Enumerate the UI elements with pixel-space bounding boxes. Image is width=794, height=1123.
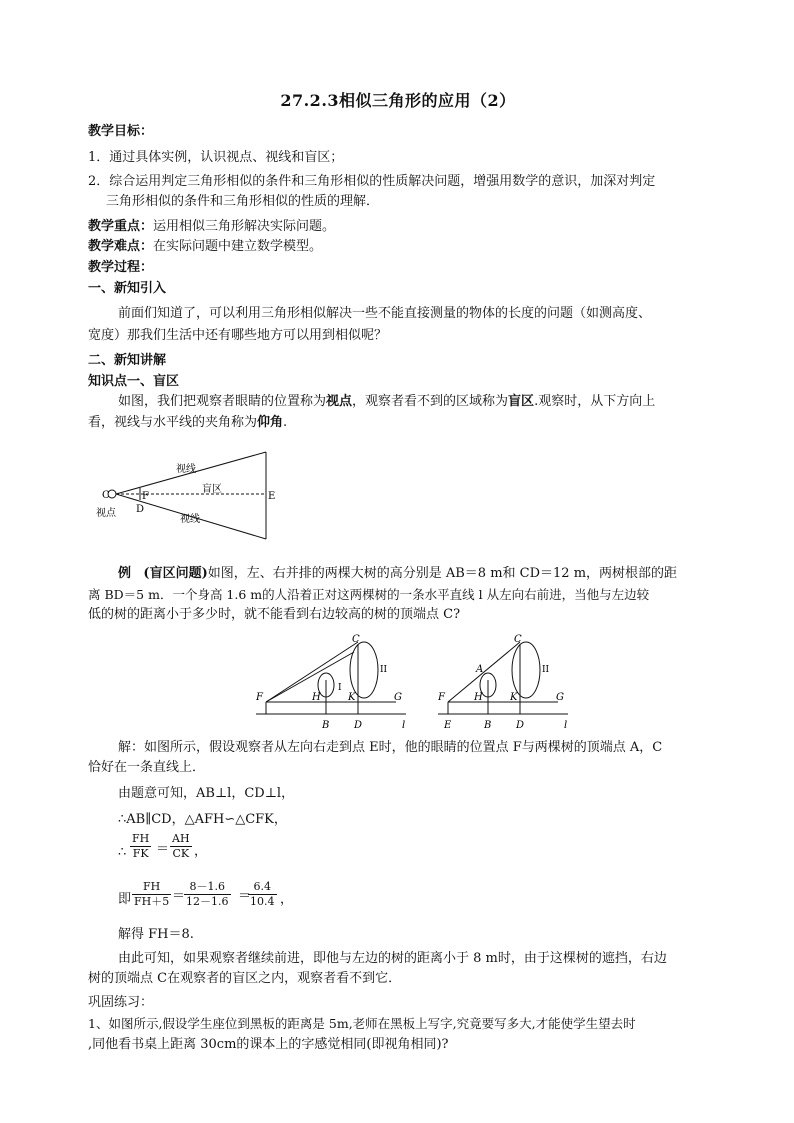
point1-heading: 知识点一、盲区 xyxy=(88,374,180,389)
objective-1: 1．通过具体实例，认识视点、视线和盲区； xyxy=(88,150,344,165)
example-line2: 离 BD＝5 m．一个身高 1.6 m的人沿着正对这两棵树的一条水平直线 l 从左向右前进，当他与左边较 xyxy=(88,587,650,602)
fig2-tree-ii: II xyxy=(380,665,388,675)
trees-figure-right xyxy=(438,630,578,730)
equation-fraction-3: $\frac{6.4}{10.4}$ xyxy=(250,880,275,908)
fig3-point-f: F xyxy=(438,692,445,703)
focus-line xyxy=(88,217,335,237)
focus-text: 运用相似三角形解决实际问题。 xyxy=(153,219,336,234)
equation-fraction-1: $\frac{FH}{FH+5}$ xyxy=(134,880,170,908)
solution-line4: ∴AB∥CD，△AFH∽△CFK， xyxy=(118,812,287,827)
fig2-point-g: G xyxy=(394,692,402,703)
equation-end: ， xyxy=(280,892,294,907)
example-line3: 低的树的距离小于多少时，就不能看到右边较高的树的顶端点 C? xyxy=(88,607,461,622)
ratio-end: ， xyxy=(194,844,208,859)
ratio-therefore: ∴ xyxy=(118,845,127,860)
sightline-bottom-label: 视线 xyxy=(180,514,200,525)
practice-line2: ,同他看书桌上距离 30cm的课本上的字感觉相同(即视角相同)? xyxy=(88,1037,449,1052)
fig3-point-k: K xyxy=(510,692,518,703)
fig3-point-e: E xyxy=(444,720,452,730)
solution-line1: 解：如图所示，假设观察者从左向右走到点 E时，他的眼睛的位置点 F与两棵树的顶端点 A，C xyxy=(118,740,663,755)
conclusion-line2: 树的顶端点 C在观察者的盲区之内，观察者看不到它． xyxy=(88,971,402,986)
ratio-equals: ＝ xyxy=(156,842,170,857)
fig2-tree-i: I xyxy=(338,683,342,693)
blind-zone-line1: 如图，我们把观察者眼睛的位置称为视点，观察者看不到的区域称为盲区.观察时，从下方向上 xyxy=(118,394,656,409)
process-heading: 教学过程： xyxy=(88,260,154,275)
fig2-point-h: H xyxy=(312,692,321,703)
conclusion-line1: 由此可知，如果观察者继续前进，即他与左边的树的距离小于 8 m时，由于这棵树的遮挡，右边 xyxy=(118,951,667,966)
practice-line1: 1、如图所示,假设学生座位到黑板的距离是 5m,老师在黑板上写字,究竟要写多大,才能使学生望去时 xyxy=(88,1016,636,1031)
fig2-line-l: l xyxy=(402,720,406,730)
fig2-point-c: C xyxy=(352,634,360,645)
term-viewpoint: 视点 xyxy=(326,394,353,409)
solution-line2: 恰好在一条直线上． xyxy=(88,760,206,775)
term-elevation-angle: 仰角 xyxy=(257,415,284,430)
sightline-top-label: 视线 xyxy=(176,464,196,475)
trees-figure-left xyxy=(256,630,416,730)
focus-label: 教学重点： xyxy=(88,219,154,234)
fig2-point-d: D xyxy=(354,720,363,730)
equation-fraction-2: $\frac{8-1.6}{12-1.6}$ xyxy=(186,880,229,908)
example-tag: (盲区问题) xyxy=(143,566,208,581)
fig3-tree-ii: II xyxy=(542,665,550,675)
objective-2-line2: 三角形相似的条件和三角形相似的性质的理解． xyxy=(106,194,380,209)
intro-line1: 前面们知道了，可以利用三角形相似解决一些不能直接测量的物体的长度的问题（如测高度、 xyxy=(118,306,652,321)
fig3-point-h: H xyxy=(474,692,483,703)
blind-zone-label: 盲区 xyxy=(202,484,222,495)
objective-2-line1: 2．综合运用判定三角形相似的条件和三角形相似的性质解决问题，增强用数学的意识，加深对判定 xyxy=(88,174,656,189)
difficulty-text: 在实际问题中建立数学模型。 xyxy=(153,239,323,254)
example-label: 例 xyxy=(118,566,132,581)
example-line1: 例 (盲区问题)如图，左、右并排的两棵大树的高分别是 AB＝8 m和 CD＝12 m，两树根部的距 xyxy=(118,566,678,581)
fig3-point-d: D xyxy=(516,720,525,730)
fig2-point-b: B xyxy=(322,720,330,730)
fig3-point-g: G xyxy=(556,692,564,703)
ratio-fraction-left: $\frac{FH}{FK}$ xyxy=(132,832,150,860)
difficulty-line xyxy=(88,237,322,257)
equation-equals-2: ＝ xyxy=(238,889,252,904)
term-blind-zone: 盲区 xyxy=(508,394,535,409)
blind-zone-figure xyxy=(96,444,286,554)
difficulty-label: 教学难点： xyxy=(88,239,154,254)
fig3-line-l: l xyxy=(564,720,568,730)
solve-line: 解得 FH＝8. xyxy=(118,927,194,942)
solution-line3: 由题意可知，AB⊥l，CD⊥l， xyxy=(118,786,295,801)
equation-prefix: 即 xyxy=(118,892,132,907)
point-c-label: C xyxy=(102,490,110,501)
blind-zone-line2: 看，视线与水平线的夹角称为仰角. xyxy=(88,415,288,430)
point-f-label: F xyxy=(142,491,149,502)
ratio-fraction-right: $\frac{AH}{CK}$ xyxy=(172,832,190,860)
page-title: 27.2.3相似三角形的应用（2） xyxy=(280,91,516,110)
fig3-point-a: A xyxy=(476,664,484,675)
practice-heading: 巩固练习： xyxy=(88,995,154,1010)
viewpoint-label: 视点 xyxy=(96,508,116,519)
section1-heading: 一、新知引入 xyxy=(88,281,167,296)
fig3-point-c: C xyxy=(514,634,522,645)
point-d-label: D xyxy=(136,504,145,515)
section2-heading: 二、新知讲解 xyxy=(88,353,167,368)
fig2-point-k: K xyxy=(348,692,356,703)
intro-line2: 宽度）那我们生活中还有哪些地方可以用到相似呢？ xyxy=(88,328,388,343)
point-e-label: E xyxy=(268,491,276,502)
equation-equals-1: ＝ xyxy=(172,889,186,904)
fig2-point-f: F xyxy=(256,692,263,703)
fig3-point-b: B xyxy=(484,720,492,730)
objectives-heading: 教学目标： xyxy=(88,124,154,139)
